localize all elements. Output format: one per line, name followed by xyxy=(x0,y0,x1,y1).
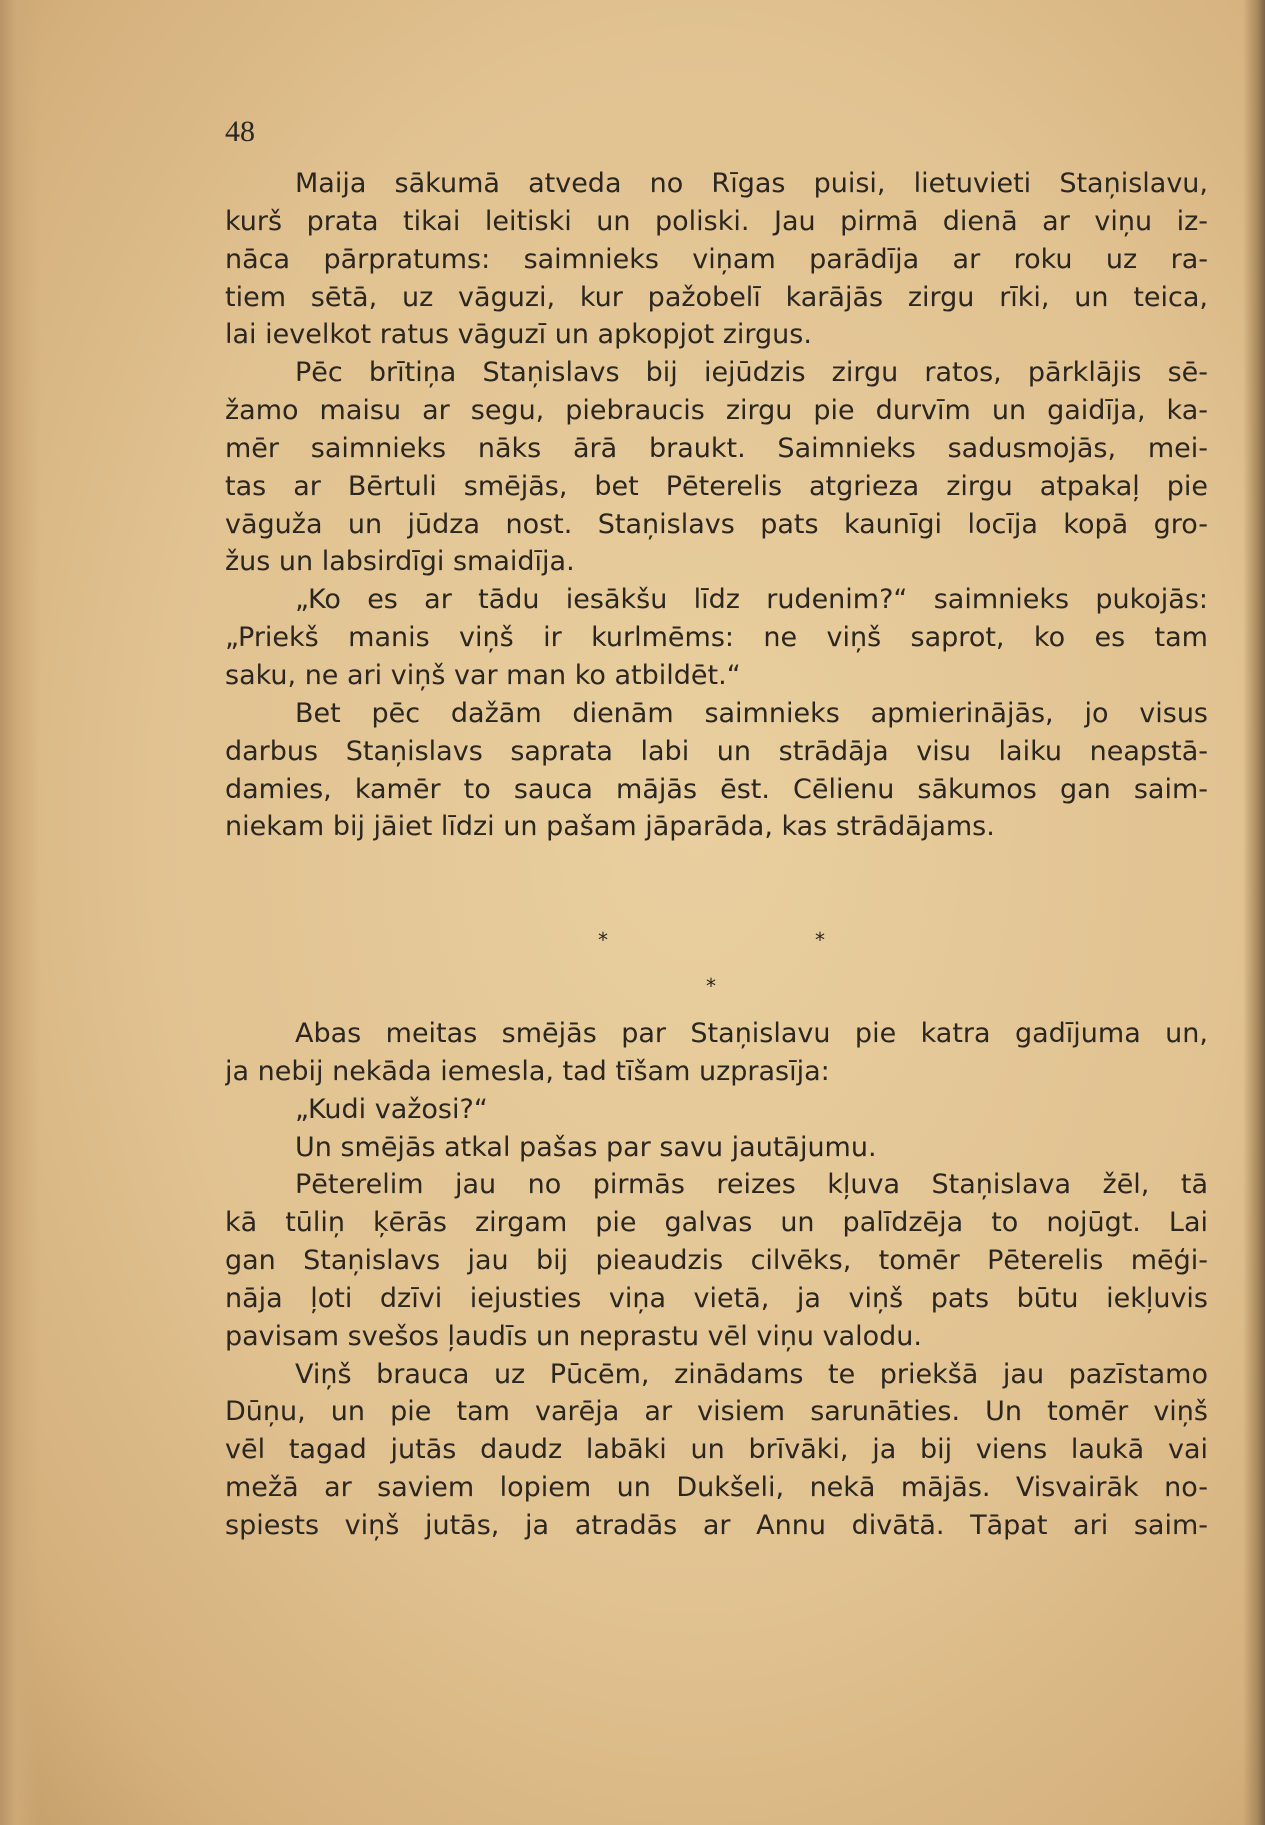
text-line: lai ievelkot ratus vāguzī un apkopjot zirgus. xyxy=(225,319,812,351)
separator-star: * xyxy=(815,928,825,952)
text-line: spiests viņš jutās, ja atradās ar Annu divātā. Tāpat ari saim- xyxy=(225,1509,1208,1541)
text-line: Dūņu, un pie tam varēja ar visiem sarunāties. Un tomēr viņš xyxy=(225,1396,1208,1428)
text-line: Bet pēc dažām dienām saimnieks apmierinājās, jo visus xyxy=(295,697,1208,729)
text-line: nāja ļoti dzīvi iejusties viņa vietā, ja viņš pats būtu iekļuvis xyxy=(225,1282,1208,1314)
text-line: vēl tagad jutās daudz labāki un brīvāki, ja bij viens laukā vai xyxy=(225,1434,1208,1466)
text-line: gan Staņislavs jau bij pieaudzis cilvēks, tomēr Pēterelis mēģi- xyxy=(225,1245,1208,1277)
text-line: kurš prata tikai leitiski un poliski. Jau pirmā dienā ar viņu iz- xyxy=(225,205,1208,237)
page-number: 48 xyxy=(225,115,255,148)
text-line: niekam bij jāiet līdzi un pašam jāparāda, kas strādājams. xyxy=(225,811,995,843)
text-block-2 xyxy=(225,1015,1208,1545)
text-line: Pēc brītiņa Staņislavs bij iejūdzis zirgu ratos, pārklājis sē- xyxy=(295,357,1208,389)
text-block-1 xyxy=(225,165,1208,846)
text-line: mežā ar saviem lopiem un Dukšeli, nekā mājās. Visvairāk no- xyxy=(225,1472,1208,1504)
text-line: žus un labsirdīgi smaidīja. xyxy=(225,546,575,578)
text-line: pavisam svešos ļaudīs un neprastu vēl viņu valodu. xyxy=(225,1320,923,1352)
text-line: ja nebij nekāda iemesla, tad tīšam uzprasīja: xyxy=(225,1055,830,1087)
text-line: žamo maisu ar segu, piebraucis zirgu pie durvīm un gaidīja, ka- xyxy=(225,395,1208,427)
text-line: mēr saimnieks nāks ārā braukt. Saimnieks sadusmojās, mei- xyxy=(225,432,1208,464)
text-line: vāguža un jūdza nost. Staņislavs pats kaunīgi locīja kopā gro- xyxy=(225,508,1208,540)
text-line: Viņš brauca uz Pūcēm, zinādams te priekšā jau pazīstamo xyxy=(295,1358,1208,1390)
text-line: Un smējās atkal pašas par savu jautājumu. xyxy=(295,1131,877,1163)
text-line: Maija sākumā atveda no Rīgas puisi, lietuvieti Staņislavu, xyxy=(295,168,1208,199)
separator-star: * xyxy=(706,974,716,998)
text-line: „Kudi važosi?“ xyxy=(295,1093,488,1125)
text-line: Pēterelim jau no pirmās reizes kļuva Staņislava žēl, tā xyxy=(295,1169,1208,1201)
text-line: damies, kamēr to sauca mājās ēst. Cēlienu sākumos gan saim- xyxy=(225,773,1208,805)
text-line: kā tūliņ ķērās zirgam pie galvas un palīdzēja to nojūgt. Lai xyxy=(225,1207,1208,1239)
text-line: darbus Staņislavs saprata labi un strādāja visu laiku neapstā- xyxy=(225,735,1208,767)
text-line: „Ko es ar tādu iesākšu līdz rudenim?“ saimnieks pukojās: xyxy=(295,584,1208,616)
text-line: Abas meitas smējās par Staņislavu pie katra gadījuma un, xyxy=(295,1018,1208,1049)
text-line: tas ar Bērtuli smējās, bet Pēterelis atgrieza zirgu atpakaļ pie xyxy=(225,470,1208,502)
text-line: tiem sētā, uz vāguzi, kur pažobelī karājās zirgu rīki, un teica, xyxy=(225,281,1208,313)
separator-star: * xyxy=(598,928,608,952)
text-line: „Priekš manis viņš ir kurlmēms: ne viņš saprot, ko es tam xyxy=(225,622,1208,654)
text-line: saku, ne ari viņš var man ko atbildēt.“ xyxy=(225,659,741,691)
text-line: nāca pārpratums: saimnieks viņam parādīja ar roku uz ra- xyxy=(225,243,1208,275)
